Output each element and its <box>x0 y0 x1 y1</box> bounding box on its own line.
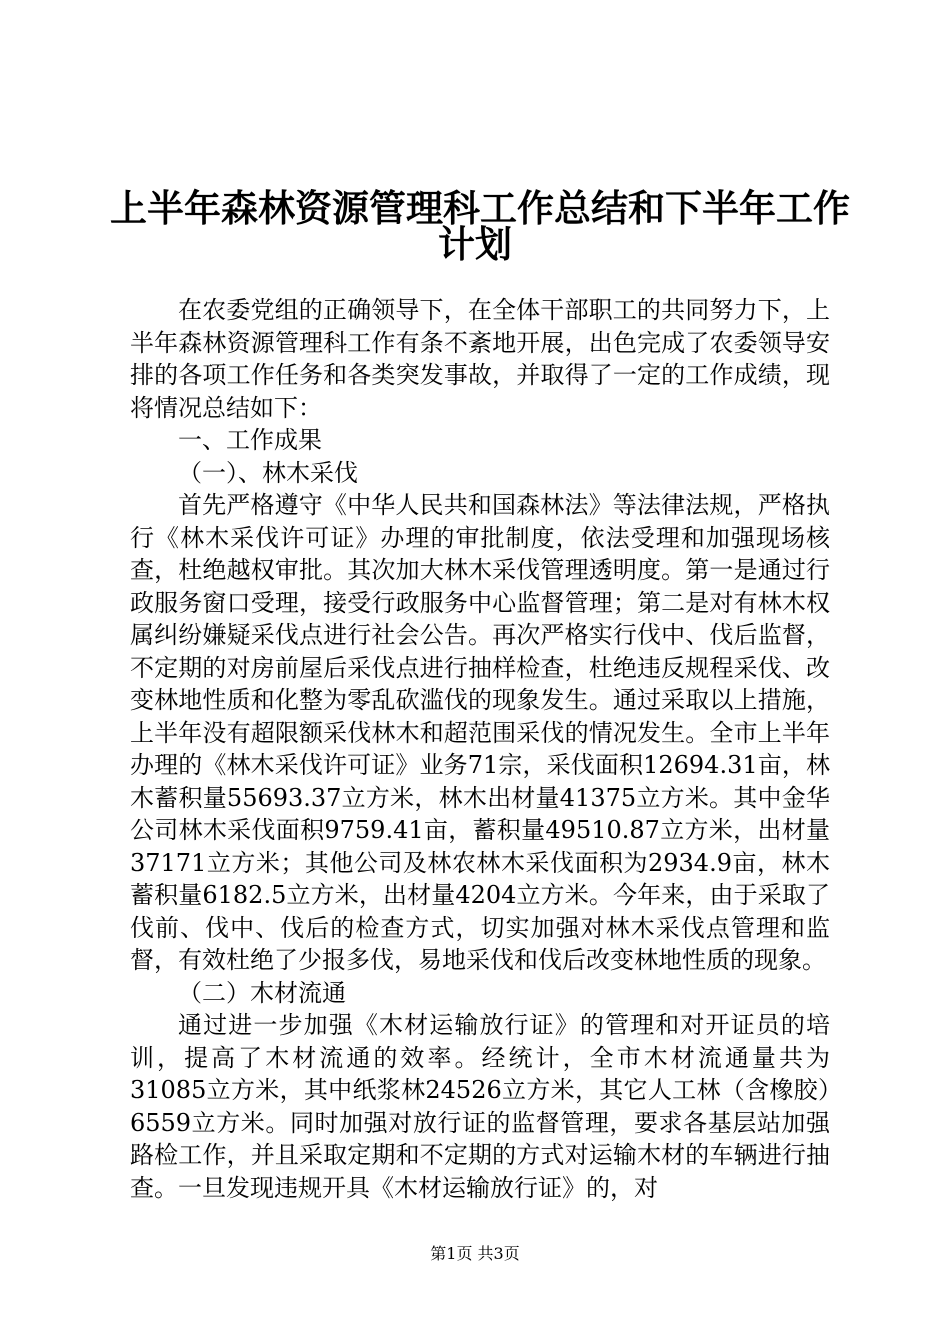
subsection-heading-timber-circulation: （二）木材流通 <box>178 978 346 1007</box>
timber-circulation-paragraph: 通过进一步加强《木材运输放行证》的管理和对开证员的培训，提高了木材流通的效率。经统计，全市木材流通量共为31085立方米，其中纸浆林24526立方米，其它人工林（含橡胶）6559立方米。同时加强对放行证的监督管理，要求各基层站加强路检工作，并且采取定期和不定期的方式对运输木材的车辆进行抽查。一旦发现违规开具《木材运输放行证》的，对 <box>130 1011 830 1202</box>
document-title-line-1: 上半年森林资源管理科工作总结和下半年工作 <box>110 187 850 230</box>
intro-paragraph: 在农委党组的正确领导下，在全体干部职工的共同努力下，上半年森林资源管理科工作有条不紊地开展，出色完成了农委领导安排的各项工作任务和各类突发事故，并取得了一定的工作成绩，现将情况总结如下： <box>130 296 830 422</box>
section-heading-results: 一、工作成果 <box>178 426 322 454</box>
document-title-line-2: 计划 <box>438 223 512 266</box>
subsection-heading-logging: （一）、林木采伐 <box>178 458 358 487</box>
document-body <box>130 294 830 1204</box>
page-footer: 第1页 共3页 <box>430 1244 520 1263</box>
logging-paragraph: 首先严格遵守《中华人民共和国森林法》等法律法规，严格执行《林木采伐许可证》办理的审批制度，依法受理和加强现场核查，杜绝越权审批。其次加大林木采伐管理透明度。第一是通过行政服务窗口受理，接受行政服务中心监督管理；第二是对有林木权属纠纷嫌疑采伐点进行社会公告。再次严格实行伐中、伐后监督，不定期的对房前屋后采伐点进行抽样检查，杜绝违反规程采伐、改变林地性质和化整为零乱砍滥伐的现象发生。通过采取以上措施，上半年没有超限额采伐林木和超范围采伐的情况发生。全市上半年办理的《林木采伐许可证》业务71宗，采伐面积12694.31亩，林木蓄积量55693.37立方米，林木出材量41375立方米。其中金华公司林木采伐面积9759.41亩，蓄积量49510.87立方米，出材量37171立方米；其他公司及林农林木采伐面积为2934.9亩，林木蓄积量6182.5立方米，出材量4204立方米。今年来，由于采取了伐前、伐中、伐后的检查方式，切实加强对林木采伐点管理和监督，有效杜绝了少报多伐，易地采伐和伐后改变林地性质的现象。 <box>130 491 830 974</box>
